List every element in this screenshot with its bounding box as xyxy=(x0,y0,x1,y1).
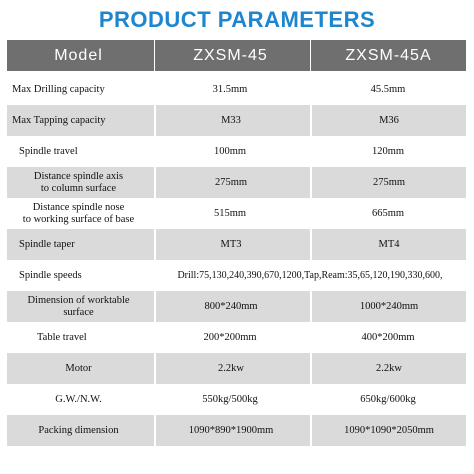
param-label-line2: to column surface xyxy=(40,182,117,194)
value-model-b: M36 xyxy=(310,105,466,136)
value-model-a: 515mm xyxy=(213,207,247,219)
value-model-b: 45.5mm xyxy=(370,83,406,95)
table-row-weight xyxy=(7,384,466,415)
value-model-a: 275mm xyxy=(154,167,306,198)
param-label: Max Drilling capacity xyxy=(12,83,105,95)
param-label-line2: to working surface of base xyxy=(22,213,135,225)
table-row-spindle-travel xyxy=(7,136,466,167)
table-row-motor xyxy=(7,353,466,384)
value-model-b: 1000*240mm xyxy=(310,291,466,322)
value-model-a: 31.5mm xyxy=(212,83,248,95)
table-header-row xyxy=(7,40,466,71)
table-row-table-travel xyxy=(7,322,466,353)
value-model-b: MT4 xyxy=(310,229,466,260)
value-model-a: 200*200mm xyxy=(203,331,257,343)
table-row-spindle-axis-distance xyxy=(7,167,466,198)
table-row-spindle-taper xyxy=(7,229,466,260)
value-model-a: 100mm xyxy=(213,145,247,157)
header-model-a: ZXSM-45 xyxy=(154,40,306,71)
param-label: Max Tapping capacity xyxy=(12,114,106,126)
param-label: Motor xyxy=(65,362,92,374)
table-row-packing-dimension xyxy=(7,415,466,446)
value-model-a: 800*240mm xyxy=(154,291,306,322)
param-label-line1: Distance spindle axis xyxy=(33,170,124,182)
param-label: Table travel xyxy=(37,331,87,343)
param-label-line1: Distance spindle nose xyxy=(32,201,125,213)
value-model-a: MT3 xyxy=(154,229,306,260)
value-model-b: 665mm xyxy=(371,207,405,219)
header-model-label: Model xyxy=(54,46,103,64)
value-model-b: 120mm xyxy=(371,145,405,157)
value-model-a: M33 xyxy=(154,105,306,136)
param-label-line1: Dimension of worktable xyxy=(27,294,130,306)
param-label: Packing dimension xyxy=(38,424,119,436)
param-label: Spindle speeds xyxy=(19,269,82,281)
table-row-max-drilling xyxy=(7,74,466,105)
param-label xyxy=(7,291,150,322)
param-label xyxy=(7,167,150,198)
param-label xyxy=(7,198,150,229)
value-model-b: 2.2kw xyxy=(310,353,466,384)
header-model-b: ZXSM-45A xyxy=(310,40,466,71)
table-row-spindle-speeds xyxy=(7,260,466,291)
table-row-spindle-nose-distance xyxy=(7,198,466,229)
value-model-a: 2.2kw xyxy=(154,353,306,384)
param-label: Spindle travel xyxy=(19,145,78,157)
param-label-line2: surface xyxy=(63,306,94,318)
value-model-b: 400*200mm xyxy=(361,331,415,343)
param-label: G.W./N.W. xyxy=(55,393,102,405)
value-model-a: 550kg/500kg xyxy=(202,393,258,405)
value-model-b: 650kg/600kg xyxy=(360,393,416,405)
table-row-max-tapping xyxy=(7,105,466,136)
value-model-b: 275mm xyxy=(310,167,466,198)
table-row-worktable-dimension xyxy=(7,291,466,322)
value-spanning-both-models: Drill:75,130,240,390,670,1200,Tap,Ream:35,65,120,190,330,600, xyxy=(177,270,443,281)
value-model-a: 1090*890*1900mm xyxy=(154,415,306,446)
value-model-b: 1090*1090*2050mm xyxy=(310,415,466,446)
param-label: Spindle taper xyxy=(19,238,75,250)
page-title: PRODUCT PARAMETERS xyxy=(98,7,376,32)
